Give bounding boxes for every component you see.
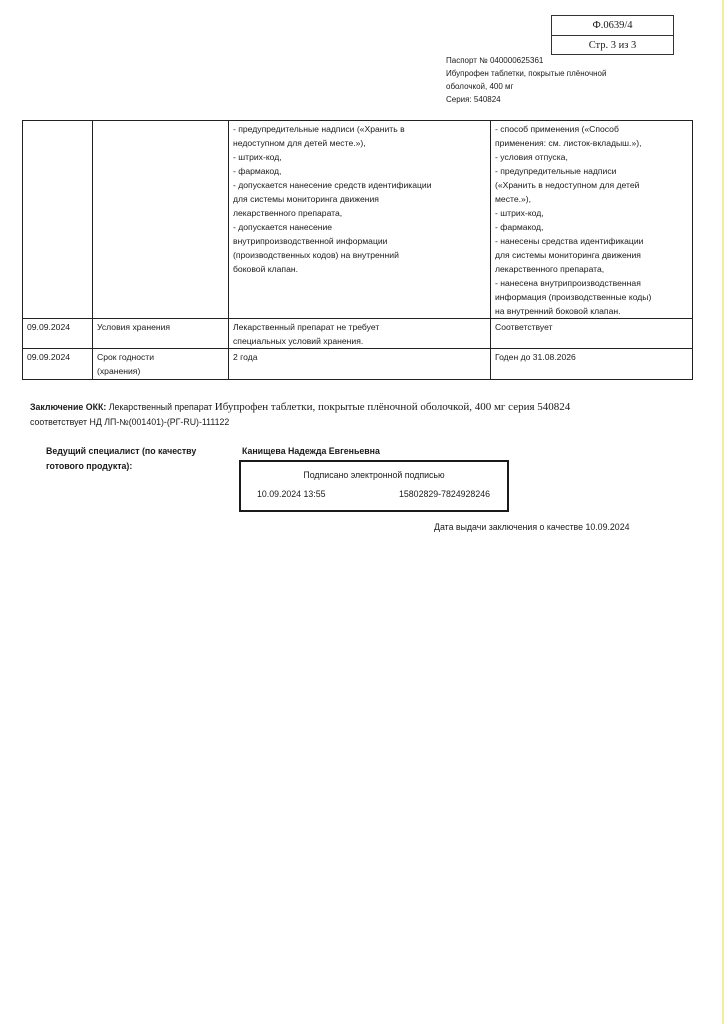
conclusion-block <box>30 400 670 430</box>
electronic-signature-stamp <box>239 460 509 512</box>
result-cell-line: информация (производственные коды) <box>495 292 652 302</box>
result-cell-line: - фармакод, <box>495 222 544 232</box>
result-cell-line: лекарственного препарата, <box>495 264 605 274</box>
requirement-cell-line: недоступном для детей месте.»), <box>233 138 366 148</box>
requirement-cell-line: лекарственного препарата, <box>233 208 343 218</box>
requirement-cell-line: (производственных кодов) на внутренний <box>233 250 399 260</box>
table-row <box>23 349 693 380</box>
result-cell-line: Соответствует <box>495 322 553 332</box>
result-cell-line: - условия отпуска, <box>495 152 568 162</box>
specialist-label-line1: Ведущий специалист (по качеству <box>46 446 197 456</box>
requirement-cell-line: внутрипроизводственной информации <box>233 236 388 246</box>
requirement-cell <box>229 121 491 319</box>
indicator-cell-line: Срок годности <box>97 352 155 362</box>
requirement-cell <box>229 349 491 380</box>
signature-title: Подписано электронной подписью <box>303 470 445 480</box>
passport-header <box>446 54 646 106</box>
result-cell-line: месте.»), <box>495 194 532 204</box>
result-cell-line: («Хранить в недоступном для детей <box>495 180 640 190</box>
passport-product-line1: Ибупрофен таблетки, покрытые плёночной <box>446 69 607 78</box>
passport-series: Серия: 540824 <box>446 95 501 104</box>
requirement-cell-line: для системы мониторинга движения <box>233 194 379 204</box>
requirement-cell-line: боковой клапан. <box>233 264 298 274</box>
indicator-cell <box>93 319 229 349</box>
requirement-cell-line: - штрих-код, <box>233 152 282 162</box>
test-results-table <box>22 120 693 380</box>
result-cell-line: - предупредительные надписи <box>495 166 617 176</box>
conclusion-label: Заключение ОКК: <box>30 402 107 412</box>
specialist-name: Канищева Надежда Евгеньевна <box>242 446 380 456</box>
requirement-cell-line: - предупредительные надписи («Хранить в <box>233 124 405 134</box>
table-row <box>23 121 693 319</box>
indicator-cell-line: (хранения) <box>97 366 141 376</box>
requirement-cell-line: специальных условий хранения. <box>233 336 364 346</box>
indicator-cell <box>93 349 229 380</box>
specialist-label <box>46 444 226 474</box>
passport-number: Паспорт № 040000625361 <box>446 56 544 65</box>
requirement-cell <box>229 319 491 349</box>
indicator-cell-line: Условия хранения <box>97 322 171 332</box>
requirement-cell-line: Лекарственный препарат не требует <box>233 322 380 332</box>
passport-product-line2: оболочкой, 400 мг <box>446 82 514 91</box>
result-cell-line: - штрих-код, <box>495 208 544 218</box>
date-cell: 09.09.2024 <box>23 349 93 380</box>
conclusion-compliance: соответствует НД ЛП-№(001401)-(РГ-RU)-111122 <box>30 417 230 427</box>
table-row <box>23 319 693 349</box>
date-cell: 09.09.2024 <box>23 319 93 349</box>
signature-certificate: 15802829-7824928246 <box>399 489 490 499</box>
result-cell-line: - нанесена внутрипроизводственная <box>495 278 641 288</box>
signature-datetime: 10.09.2024 13:55 <box>257 489 326 499</box>
requirement-cell-line: - допускается нанесение <box>233 222 333 232</box>
result-cell <box>491 319 693 349</box>
requirement-cell-line: 2 года <box>233 352 258 362</box>
result-cell <box>491 121 693 319</box>
form-number-box <box>551 15 674 55</box>
result-cell-line: - способ применения («Способ <box>495 124 619 134</box>
issue-date: Дата выдачи заключения о качестве 10.09.2024 <box>434 522 630 532</box>
requirement-cell-line: - допускается нанесение средств идентификации <box>233 180 432 190</box>
result-cell-line: на внутренний боковой клапан. <box>495 306 621 316</box>
indicator-cell <box>93 121 229 319</box>
result-cell-line: Годен до 31.08.2026 <box>495 352 576 362</box>
conclusion-prefix: Лекарственный препарат <box>108 402 213 412</box>
result-cell <box>491 349 693 380</box>
requirement-cell-line: - фармакод, <box>233 166 282 176</box>
specialist-label-line2: готового продукта): <box>46 461 133 471</box>
conclusion-product: Ибупрофен таблетки, покрытые плёночной оболочкой, 400 мг серия 540824 <box>214 401 571 413</box>
page-number: Стр. 3 из 3 <box>552 35 673 55</box>
result-cell-line: - нанесены средства идентификации <box>495 236 644 246</box>
date-cell <box>23 121 93 319</box>
result-cell-line: применения: см. листок-вкладыш.»), <box>495 138 642 148</box>
result-cell-line: для системы мониторинга движения <box>495 250 641 260</box>
form-code: Ф.0639/4 <box>592 20 633 31</box>
